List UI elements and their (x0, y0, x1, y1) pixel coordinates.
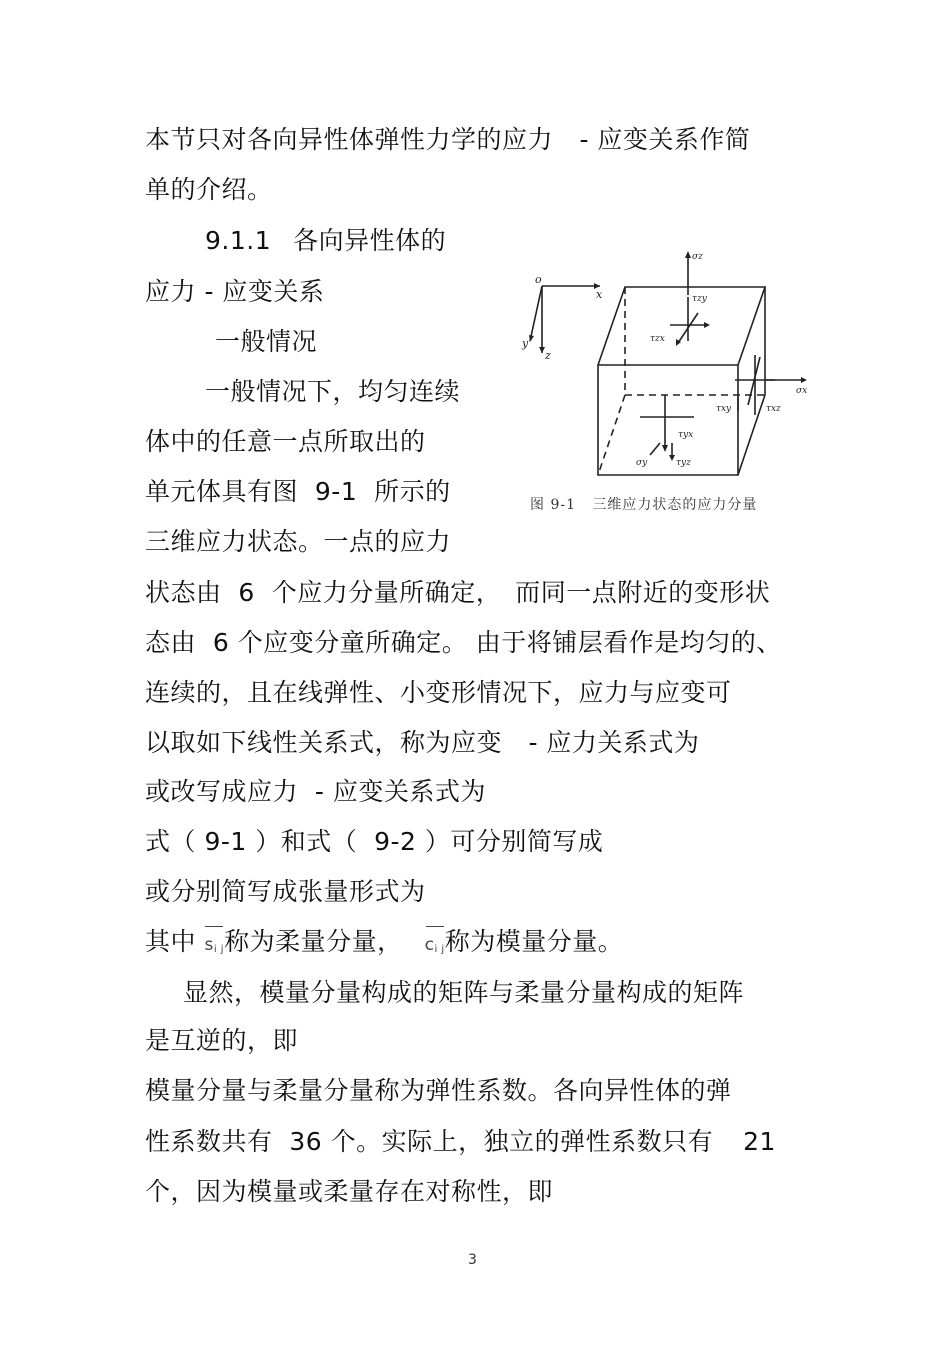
stress-cube-figure (520, 245, 820, 525)
x-label: x (596, 288, 603, 301)
z-label: z (545, 349, 551, 362)
text-line-13: 以取如下线性关系式，称为应变 - 应力关系式为 (145, 728, 700, 757)
section-heading: 9.1.1 各向异性体的 (205, 226, 447, 255)
text-line-12: 连续的，且在线弹性、小变形情况下，应力与应变可 (145, 678, 732, 707)
text-line-22: 个，因为模量或柔量存在对称性，即 (145, 1177, 554, 1206)
sigma-y-label: σy (636, 458, 648, 468)
text-line-16: 或分别简写成张量形式为 (145, 877, 426, 906)
text-line-21: 性系数共有 36 个。实际上，独立的弹性系数只有 21 (145, 1127, 776, 1156)
text-line-9: 三维应力状态。一点的应力 (145, 527, 452, 556)
text-line-14: 或改写成应力 - 应变关系式为 (145, 777, 486, 806)
text-line-17: 其中 $s_{i j}$称为柔量分量， $c_{i j}$称为模量分量。 (145, 926, 623, 966)
tau-yx-label: τyx (678, 430, 694, 440)
sigma-x-label: σx (796, 386, 808, 396)
text-line-1: 本节只对各向异性体弹性力学的应力 - 应变关系作简 (145, 125, 751, 154)
text-line-19: 是互逆的，即 (145, 1026, 299, 1055)
subsection-heading: 一般情况 (215, 327, 318, 356)
y-label: y (522, 337, 529, 350)
text-line-10: 状态由 6 个应力分量所确定， 而同一点附近的变形状 (145, 578, 771, 607)
c-ij-symbol: $c_{i j}$ (425, 929, 445, 966)
text-line-20: 模量分量与柔量分量称为弹性系数。各向异性体的弹 (145, 1076, 732, 1105)
page-number: 3 (468, 1252, 477, 1268)
section-heading-cont: 应力 - 应变关系 (145, 277, 325, 306)
y-axis (530, 286, 542, 341)
text-line-15: 式（ 9-1 ）和式（ 9-2 ）可分别简写成 (145, 827, 604, 856)
s-ij-symbol: $s_{i j}$ (204, 929, 224, 966)
text-line-18: 显然，模量分量构成的矩阵与柔量分量构成的矩阵 (183, 978, 745, 1007)
figure-caption: 图 9-1 三维应力状态的应力分量 (530, 497, 758, 513)
tau-zx-label: τzx (650, 334, 665, 344)
text-line-2: 单的介绍。 (145, 175, 273, 204)
sigma-z-label: σz (692, 252, 703, 262)
tau-yz-label: τyz (676, 458, 691, 468)
cube-front-face (598, 365, 738, 475)
origin-label: o (535, 273, 542, 286)
text-line-6: 一般情况下，均匀连续 (205, 377, 461, 406)
text-line-7: 体中的任意一点所取出的 (145, 427, 426, 456)
cube-top-face (598, 287, 765, 365)
tau-xz-label: τxz (766, 404, 781, 414)
tau-xy-label: τxy (716, 404, 732, 414)
text-line-8: 单元体具有图 9-1 所示的 (145, 477, 451, 506)
text-line-11: 态由 6 个应变分童所确定。 由于将铺层看作是均匀的、 (145, 628, 782, 657)
tau-zy-label: τzy (692, 294, 707, 304)
